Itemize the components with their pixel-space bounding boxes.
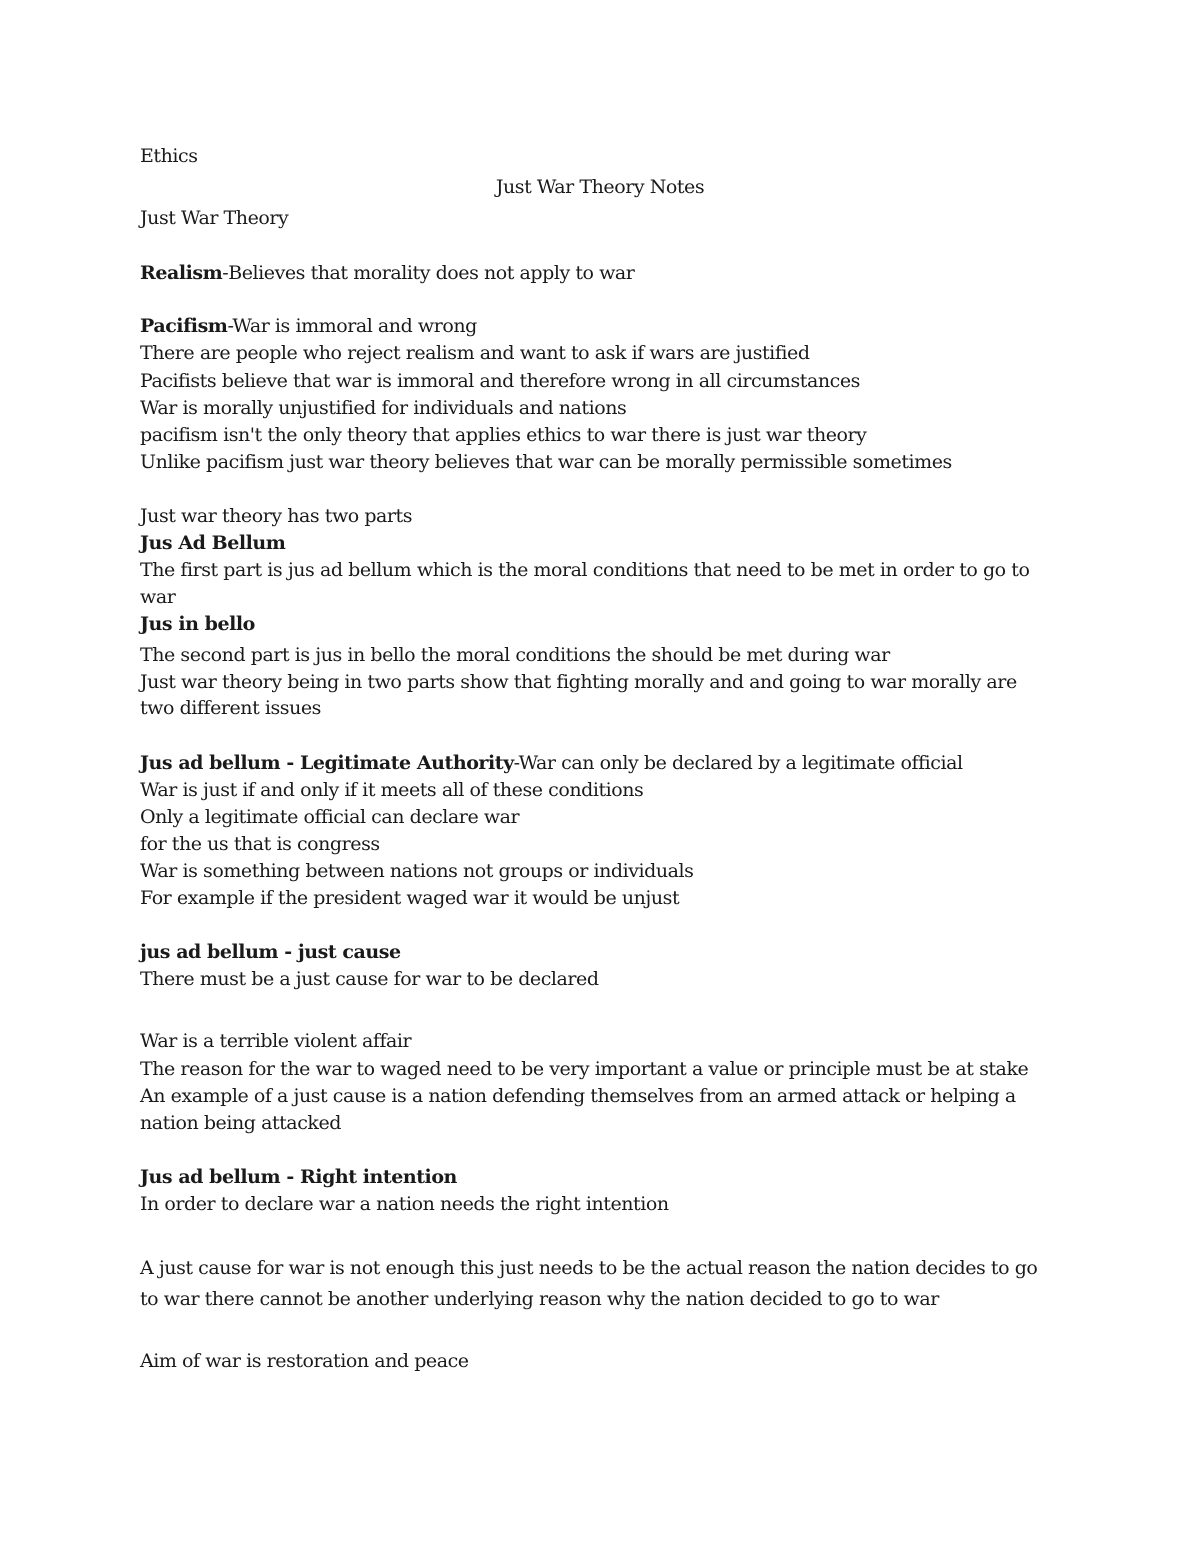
list-item: The second part is jus in bello the moral conditions the should be met during war [140, 644, 890, 666]
list-item: War is morally unjustified for individuals and nations [140, 397, 627, 419]
ad-bellum-heading: Jus Ad Bellum [140, 532, 286, 554]
just-cause-heading: jus ad bellum - just cause [140, 941, 401, 963]
list-item: Unlike pacifism just war theory believes that war can be morally permissible sometimes [140, 451, 952, 473]
list-item: to war there cannot be another underlying reason why the nation decided to go to war [140, 1288, 939, 1310]
realism-line [140, 260, 634, 286]
pacifism-term: Pacifism [140, 315, 228, 337]
list-item: There are people who reject realism and want to ask if wars are justified [140, 342, 810, 364]
list-item: for the us that is congress [140, 833, 380, 855]
list-item: two different issues [140, 697, 321, 719]
list-item: nation being attacked [140, 1112, 341, 1134]
realism-term: Realism [140, 262, 223, 284]
legitimate-authority-definition: -War can only be declared by a legitimate official [513, 752, 963, 774]
in-bello-heading: Jus in bello [140, 613, 255, 635]
pacifism-line [140, 313, 477, 339]
list-item: war [140, 586, 176, 608]
list-item: The reason for the war to waged need to be very important a value or principle must be at stake [140, 1058, 1029, 1080]
list-item: War is a terrible violent affair [140, 1030, 412, 1052]
section-title: Just War Theory [140, 207, 289, 229]
right-intention-definition: In order to declare war a nation needs the right intention [140, 1193, 669, 1215]
course-label: Ethics [140, 145, 198, 167]
pacifism-definition: -War is immoral and wrong [227, 315, 477, 337]
list-item: pacifism isn't the only theory that applies ethics to war there is just war theory [140, 424, 867, 446]
parts-intro: Just war theory has two parts [140, 505, 413, 527]
just-cause-definition: There must be a just cause for war to be declared [140, 968, 599, 990]
legitimate-authority-heading: Jus ad bellum - Legitimate Authority [140, 752, 514, 774]
list-item: A just cause for war is not enough this just needs to be the actual reason the nation decides to go [140, 1257, 1038, 1279]
list-item: For example if the president waged war it would be unjust [140, 887, 680, 909]
legitimate-authority-line [140, 750, 963, 776]
list-item: Pacifists believe that war is immoral and therefore wrong in all circumstances [140, 370, 860, 392]
list-item: An example of a just cause is a nation defending themselves from an armed attack or helping a [140, 1085, 1016, 1107]
list-item: The first part is jus ad bellum which is the moral conditions that need to be met in order to go to [140, 559, 1030, 581]
right-intention-heading: Jus ad bellum - Right intention [140, 1166, 457, 1188]
page-title: Just War Theory Notes [495, 176, 705, 198]
list-item: War is just if and only if it meets all of these conditions [140, 779, 644, 801]
list-item: War is something between nations not groups or individuals [140, 860, 694, 882]
closing-line: Aim of war is restoration and peace [140, 1350, 469, 1372]
list-item: Just war theory being in two parts show that fighting morally and and going to war morally are [140, 671, 1017, 693]
realism-definition: -Believes that morality does not apply to war [222, 262, 635, 284]
list-item: Only a legitimate official can declare war [140, 806, 520, 828]
